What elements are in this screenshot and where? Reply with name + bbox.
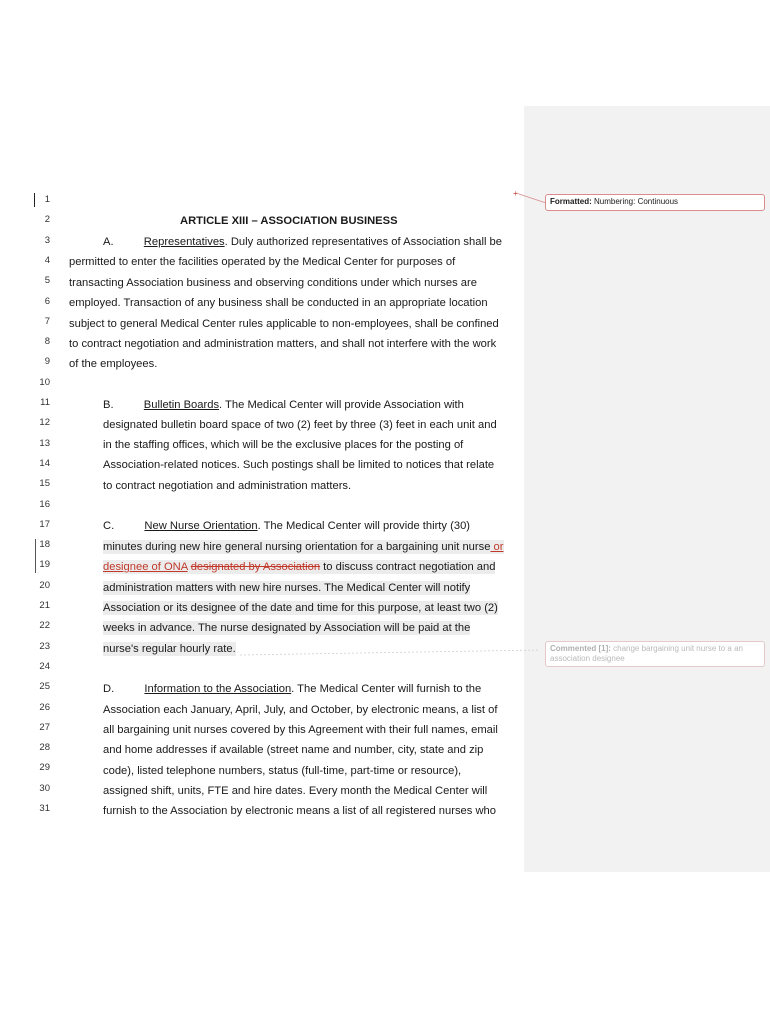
line-number: 14 — [39, 457, 50, 469]
article-title: ARTICLE XIII – ASSOCIATION BUSINESS — [180, 215, 398, 227]
section-a-line: transacting Association business and observing conditions under which nurses are — [69, 277, 477, 289]
comment-balloon[interactable] — [545, 641, 765, 667]
line-number: 6 — [44, 295, 50, 307]
section-c-line-1 — [103, 519, 470, 533]
section-c-line: administration matters with new hire nurses. The Medical Center will notify — [103, 582, 471, 594]
section-d-line-1 — [103, 682, 481, 696]
section-d-line: all bargaining unit nurses covered by this Agreement with their full names, email — [103, 724, 498, 736]
section-c-letter: C. — [103, 520, 115, 532]
line-number: 17 — [39, 518, 50, 530]
section-c-line — [103, 540, 504, 554]
comment-label: Commented [1]: — [550, 644, 611, 653]
markup-pane — [524, 106, 770, 872]
section-a-text: . Duly authorized representatives of Association shall be — [224, 236, 502, 248]
section-b-text: . The Medical Center will provide Association with — [219, 399, 464, 411]
section-b-line: Association-related notices. Such postings shall be limited to notices that relate — [103, 459, 495, 471]
line-number: 22 — [39, 620, 50, 632]
section-c-line — [103, 560, 495, 574]
line-number: 1 — [44, 194, 50, 205]
section-d-line: furnish to the Association by electronic means a list of all registered nurses who — [103, 805, 497, 817]
line-number: 28 — [39, 742, 50, 754]
line-number: 4 — [44, 254, 50, 266]
line-number: 8 — [44, 336, 50, 348]
section-c-text: . The Medical Center will provide thirty (30) — [257, 520, 471, 532]
comment-text: change bargaining unit nurse to a an association designee — [550, 644, 743, 663]
section-b-line: to contract negotiation and administration matters. — [103, 480, 352, 492]
section-c-line: nurse's regular hourly rate. — [103, 643, 236, 655]
line-number: 21 — [39, 600, 50, 611]
svg-text:+: + — [513, 189, 518, 198]
line-number: 3 — [44, 234, 50, 246]
section-c-line: Association or its designee of the date and time for this purpose, at least two (2) — [103, 602, 498, 614]
section-a-line: subject to general Medical Center rules applicable to non-employees, shall be confined — [69, 318, 499, 330]
section-d-line: and home addresses if available (street name and number, city, state and zip — [103, 744, 484, 756]
section-b-line: designated bulletin board space of two (2) feet by three (3) feet in each unit and — [103, 419, 497, 431]
line-number: 10 — [39, 376, 50, 388]
line-number: 27 — [39, 721, 50, 733]
line-number: 19 — [39, 559, 50, 571]
section-a-line: employed. Transaction of any business shall be conducted in an appropriate location — [69, 297, 488, 309]
section-b-line-1 — [103, 398, 464, 412]
line-number: 2 — [44, 214, 50, 226]
inserted-text: designee of ONA — [103, 561, 188, 573]
section-b-letter: B. — [103, 399, 114, 411]
line-number: 15 — [39, 478, 50, 490]
section-d-heading: Information to the Association — [144, 683, 292, 695]
section-b-line: in the staffing offices, which will be the exclusive places for the posting of — [103, 439, 464, 451]
formatted-label: Formatted: — [550, 197, 592, 206]
section-a-line: of the employees. — [69, 358, 158, 370]
section-a-line: to contract negotiation and administration matters, and shall not interfere with the work — [69, 338, 497, 350]
line-number: 29 — [39, 762, 50, 774]
line-number: 20 — [39, 579, 50, 591]
section-d-line: assigned shift, units, FTE and hire dates. Every month the Medical Center will — [103, 785, 488, 797]
section-c-heading: New Nurse Orientation — [144, 520, 258, 532]
line-number: 5 — [44, 275, 50, 287]
deleted-text: designated by Association — [190, 561, 321, 573]
line-number: 24 — [39, 660, 50, 672]
section-c-text: to discuss contract negotiation and — [320, 561, 496, 573]
line-number: 11 — [40, 397, 50, 408]
line-number: 31 — [39, 803, 50, 814]
section-c-line: weeks in advance. The nurse designated by Association will be paid at the — [103, 622, 471, 634]
section-a-line: permitted to enter the facilities operated by the Medical Center for purposes of — [69, 256, 456, 268]
formatting-balloon[interactable] — [545, 194, 765, 211]
line-number: 7 — [44, 315, 50, 327]
section-d-line: Association each January, April, July, and October, by electronic means, a list of — [103, 704, 498, 716]
line-number: 25 — [39, 681, 50, 693]
line-number: 18 — [39, 539, 50, 551]
section-a-heading: Representatives — [143, 236, 225, 248]
line-number: 12 — [39, 417, 50, 429]
formatted-text: Numbering: Continuous — [591, 197, 679, 206]
section-a-line-1 — [103, 235, 502, 249]
line-number: 30 — [39, 782, 50, 794]
inserted-text: or — [490, 541, 504, 553]
line-number: 16 — [39, 498, 50, 510]
section-d-letter: D. — [103, 683, 115, 695]
line-number: 26 — [39, 701, 50, 713]
section-b-heading: Bulletin Boards — [143, 399, 220, 411]
section-a-letter: A. — [103, 236, 114, 248]
line-number: 13 — [39, 437, 50, 449]
section-d-text: . The Medical Center will furnish to the — [291, 683, 482, 695]
section-c-text: minutes during new hire general nursing orientation for a bargaining unit nurse — [103, 541, 491, 553]
section-d-line: code), listed telephone numbers, status (full-time, part-time or resource), — [103, 765, 462, 777]
line-number: 9 — [44, 356, 50, 368]
line-number: 23 — [39, 640, 50, 652]
